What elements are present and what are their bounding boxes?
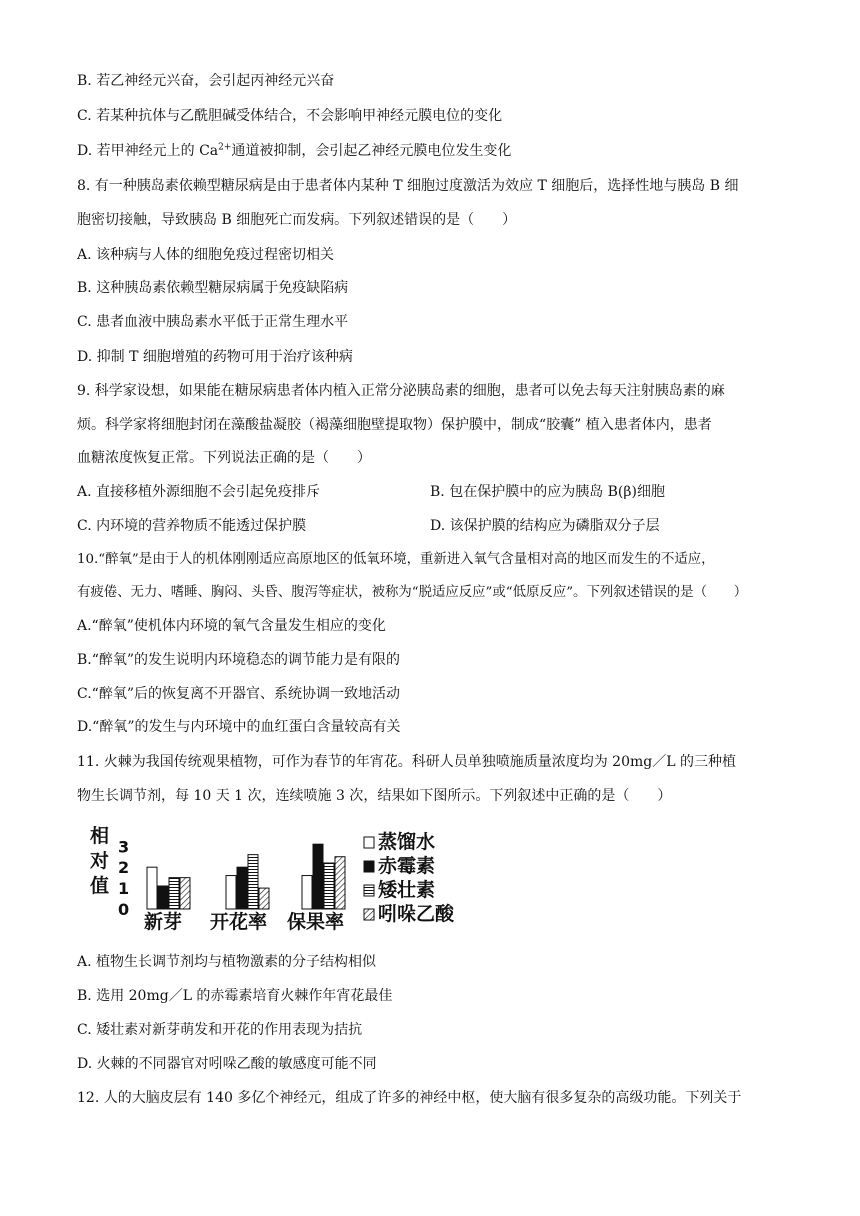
q8-option-d: D. 抑制 T 细胞增殖的药物可用于治疗该种病 [77, 349, 353, 365]
bar-3-0 [180, 878, 190, 909]
y-tick-label: 0 [118, 900, 130, 919]
q10-option-d: D.“醉氧”的发生与内环境中的血红蛋白含量较高有关 [77, 719, 401, 735]
q7-option-d-part2: 通道被抑制，会引起乙神经元膜电位发生变化 [231, 143, 512, 159]
x-tick-label: 保果率 [287, 911, 345, 932]
q11-stem-line2: 物生长调节剂，每 10 天 1 次，连续喷施 3 次，结果如下图所示。下列叙述中正确的是（ ） [77, 788, 672, 804]
bar-chart [90, 826, 490, 932]
q10-stem-line1: 10.“醉氧”是由于人的机体刚刚适应高原地区的低氧环境，重新进入氧气含量相对高的地区而发生的不适应， [77, 552, 715, 567]
q11-stem-line1: 11. 火棘为我国传统观果植物，可作为春节的年宵花。科研人员单独喷施质量浓度均为 20mg／L 的三种植 [77, 754, 736, 770]
q9-stem-line1: 9. 科学家设想，如果能在糖尿病患者体内植入正常分泌胰岛素的细胞，患者可以免去每天注射胰岛素的麻 [77, 383, 725, 399]
q9-option-a: A. 直接移植外源细胞不会引起免疫排斥 [77, 484, 321, 500]
bars [147, 844, 345, 909]
legend-label: 蒸馏水 [378, 831, 436, 853]
q9-option-b: B. 包在保护膜中的应为胰岛 B(β)细胞 [430, 484, 665, 500]
q8-stem-line2: 胞密切接触，导致胰岛 B 细胞死亡而发病。下列叙述错误的是（ ） [77, 212, 517, 228]
bar-2-1 [248, 855, 258, 909]
y-label-char: 值 [90, 875, 110, 897]
q8-option-b: B. 这种胰岛素依赖型糖尿病属于免疫缺陷病 [77, 280, 349, 296]
bar-0-0 [147, 867, 157, 909]
legend-label: 赤霉素 [378, 855, 436, 877]
bar-0-2 [302, 876, 312, 909]
legend [364, 830, 455, 925]
legend-label: 矮壮素 [378, 879, 436, 901]
q9-option-c: C. 内环境的营养物质不能透过保护膜 [77, 518, 307, 534]
bar-0-1 [226, 876, 236, 909]
q8-option-a: A. 该种病与人体的细胞免疫过程密切相关 [77, 247, 335, 263]
y-axis-label [90, 826, 109, 897]
q7-option-d-part1: D. 若甲神经元上的 Ca [77, 143, 219, 159]
q11-option-a: A. 植物生长调节剂均与植物激素的分子结构相似 [77, 954, 377, 970]
bar-1-1 [237, 867, 247, 909]
q7-option-d [77, 141, 511, 161]
y-tick-label: 3 [118, 837, 130, 857]
bar-3-2 [335, 857, 345, 909]
q11-option-c: C. 矮壮素对新芽萌发和开花的作用表现为拮抗 [77, 1022, 363, 1038]
legend-swatch [364, 837, 374, 848]
y-label-char: 对 [90, 850, 110, 872]
q10-stem-line2: 有疲倦、无力、嗜睡、胸闷、头昏、腹泻等症状，被称为“脱适应反应”或“低原反应”。下列叙述错误的是（ ） [77, 585, 748, 600]
q9-stem-line2: 烦。科学家将细胞封闭在藻酸盐凝胶（褐藻细胞壁提取物）保护膜中，制成“胶囊” 植入患者体内，患者 [77, 417, 712, 433]
q11-option-b: B. 选用 20mg／L 的赤霉素培育火棘作年宵花最佳 [77, 988, 393, 1004]
x-axis-labels [144, 910, 344, 932]
bar-1-0 [158, 886, 168, 909]
legend-label: 吲哚乙酸 [378, 903, 455, 925]
q11-option-d: D. 火棘的不同器官对吲哚乙酸的敏感度可能不同 [77, 1056, 377, 1072]
q7-option-b: B. 若乙神经元兴奋，会引起丙神经元兴奋 [77, 73, 335, 89]
q12-stem-line1: 12. 人的大脑皮层有 140 多亿个神经元，组成了许多的神经中枢，使大脑有很多复杂的高级功能。下列关于 [77, 1090, 742, 1106]
y-tick-label: 2 [118, 858, 130, 878]
y-tick-label: 1 [118, 879, 130, 899]
legend-swatch [364, 909, 374, 920]
superscript-2plus: 2+ [218, 142, 232, 153]
y-axis-ticks [118, 837, 129, 919]
legend-swatch [364, 885, 374, 896]
legend-swatch [364, 861, 374, 872]
q10-option-a: A.“醉氧”使机体内环境的氧气含量发生相应的变化 [77, 618, 386, 634]
y-label-char: 相 [90, 826, 110, 847]
x-tick-label: 开花率 [210, 911, 268, 932]
q7-option-c: C. 若某种抗体与乙酰胆碱受体结合，不会影响甲神经元膜电位的变化 [77, 108, 503, 124]
q8-stem-line1: 8. 有一种胰岛素依赖型糖尿病是由于患者体内某种 T 细胞过度激活为效应 T 细胞后，选择性地与胰岛 B 细 [77, 178, 739, 194]
bar-2-2 [324, 863, 334, 909]
x-tick-label: 新芽 [144, 911, 183, 932]
q9-stem-line3: 血糖浓度恢复正常。下列说法正确的是（ ） [77, 450, 371, 466]
bar-2-0 [169, 878, 179, 909]
q10-option-b: B.“醉氧”的发生说明内环境稳态的调节能力是有限的 [77, 652, 401, 668]
bar-3-1 [259, 888, 269, 909]
q8-option-c: C. 患者血液中胰岛素水平低于正常生理水平 [77, 314, 349, 330]
q10-option-c: C.“醉氧”后的恢复离不开器官、系统协调一致地活动 [77, 686, 400, 702]
bar-chart-svg [90, 826, 490, 932]
q9-option-d: D. 该保护膜的结构应为磷脂双分子层 [430, 518, 660, 534]
bar-1-2 [313, 844, 323, 909]
